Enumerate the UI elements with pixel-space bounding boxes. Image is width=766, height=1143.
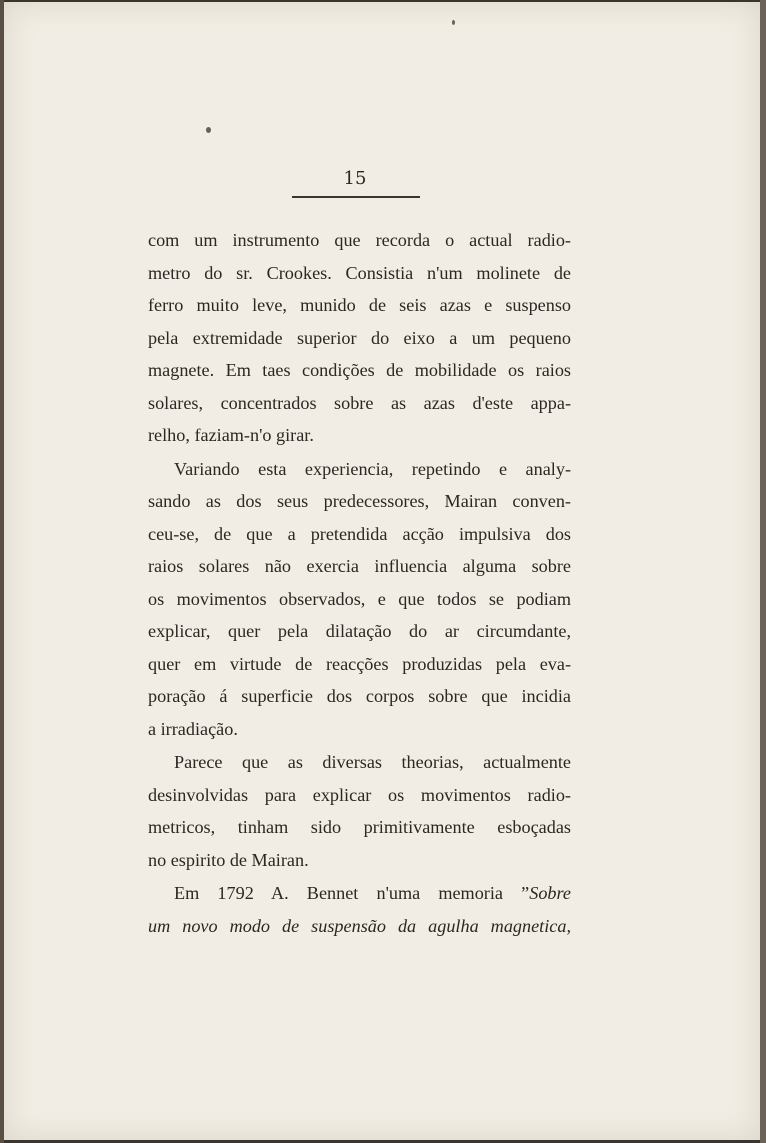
text-line: no espirito de Mairan. [148,849,309,870]
text-line: Variando esta experiencia, repetindo e analy- [174,458,571,479]
text-line: ceu-se, de que a pretendida acção impulsiva dos [148,523,571,544]
text-line: um novo modo de suspensão da agulha magnetica, [148,915,571,936]
text-line: poração á superficie dos corpos sobre que incidia [148,686,571,706]
text-line: com um instrumento que recorda o actual radio- [148,230,571,250]
text-line: Parece que as diversas theorias, actualmente [174,752,571,772]
text-line: solares, concentrados sobre as azas d'este appa- [148,392,571,413]
text-line: raios solares não exercia influencia alguma sobre [148,556,571,576]
page-number: 15 [343,168,367,189]
text-italic: Sobre [529,883,571,903]
text-roman: Em 1792 A. Bennet n'uma memoria ” [174,883,530,903]
page-number-rule [292,196,420,198]
text-line: pela extremidade superior do eixo a um pequeno [148,327,571,348]
text-line [148,877,571,910]
paragraph-1 [148,224,571,452]
text-line: magnete. Em taes condições de mobilidade os raios [148,360,571,380]
text-line: explicar, quer pela dilatação do ar circumdante, [148,621,571,641]
ink-speck [452,20,455,25]
paragraph-2 [148,453,571,746]
body-text [148,224,571,942]
page-edge-right [760,0,766,1143]
ink-speck [206,127,211,133]
paragraph-3 [148,746,571,876]
text-line: relho, faziam-n'o girar. [148,425,314,445]
text-line: desinvolvidas para explicar os movimentos radio- [148,784,571,805]
text-line: quer em virtude de reacções produzidas pela eva- [148,653,571,674]
text-line: os movimentos observados, e que todos se podiam [148,588,571,609]
paragraph-4 [148,877,571,942]
text-line: ferro muito leve, munido de seis azas e suspenso [148,295,571,315]
text-line: sando as dos seus predecessores, Mairan conven- [148,491,571,511]
text-line: metricos, tinham sido primitivamente esboçadas [148,817,571,837]
text-line: a irradiação. [148,718,238,739]
text-line: metro do sr. Crookes. Consistia n'um molinete de [148,262,571,283]
